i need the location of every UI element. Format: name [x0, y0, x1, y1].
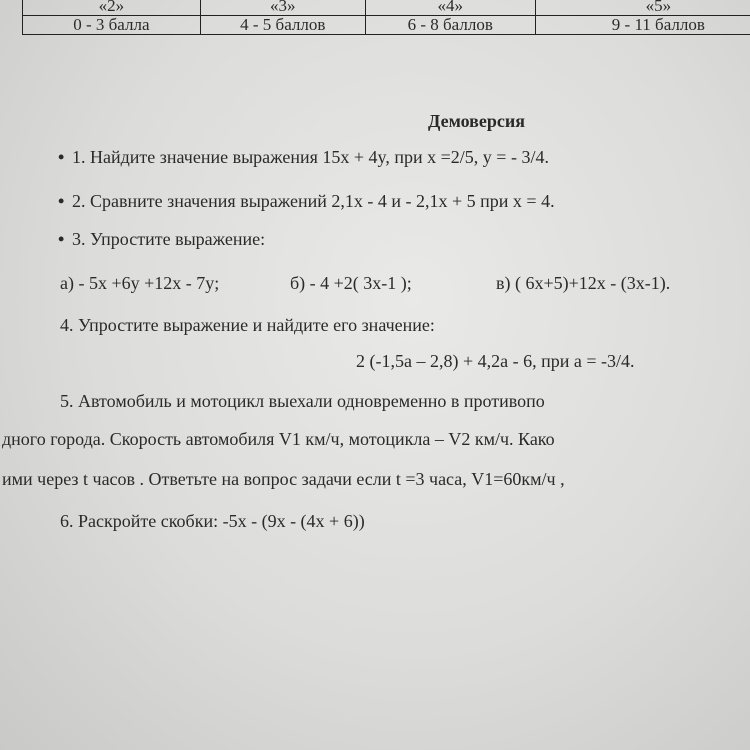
task-3-text: 3. Упростите выражение:	[72, 229, 266, 249]
grading-table	[22, 0, 750, 35]
score-5: 9 - 11 баллов	[535, 16, 750, 35]
score-4: 6 - 8 баллов	[365, 16, 535, 35]
task-3b: б) - 4 +2( 3x-1 );	[290, 273, 412, 293]
task-5-line-3: ими через t часов . Ответьте на вопрос задачи если t =3 часа, V1=60км/ч ,	[2, 469, 565, 489]
bullet: •	[58, 229, 65, 249]
task-1-text: 1. Найдите значение выражения 15x + 4y, при x =2/5, y = - 3/4.	[72, 147, 549, 167]
bullet: •	[58, 147, 65, 167]
task-1	[58, 146, 549, 168]
bullet: •	[58, 191, 65, 211]
grade-5: «5»	[535, 0, 750, 16]
grades-row	[23, 0, 750, 16]
task-3	[58, 228, 265, 250]
scores-row	[23, 16, 750, 35]
task-6: 6. Раскройте скобки: -5x - (9x - (4x + 6))	[60, 511, 365, 531]
grade-4: «4»	[365, 0, 535, 16]
task-3a: а) - 5x +6y +12x - 7y;	[60, 273, 220, 293]
grade-2: «2»	[23, 0, 201, 16]
task-5-line-1: 5. Автомобиль и мотоцикл выехали одновременно в противопо	[60, 391, 545, 411]
grade-3: «3»	[200, 0, 365, 16]
score-3: 4 - 5 баллов	[200, 16, 365, 35]
score-2: 0 - 3 балла	[23, 16, 201, 35]
task-4: 4. Упростите выражение и найдите его значение:	[60, 315, 435, 335]
task-3c: в) ( 6x+5)+12x - (3x-1).	[496, 273, 671, 293]
task-2	[58, 190, 555, 212]
task-4-expression: 2 (-1,5a – 2,8) + 4,2a - 6, при a = -3/4.	[356, 351, 635, 371]
task-5-line-2: дного города. Скорость автомобиля V1 км/ч, мотоцикла – V2 км/ч. Како	[2, 429, 555, 449]
page-title: Демоверсия	[428, 111, 525, 131]
task-2-text: 2. Сравните значения выражений 2,1x - 4 и - 2,1x + 5 при x = 4.	[72, 191, 555, 211]
